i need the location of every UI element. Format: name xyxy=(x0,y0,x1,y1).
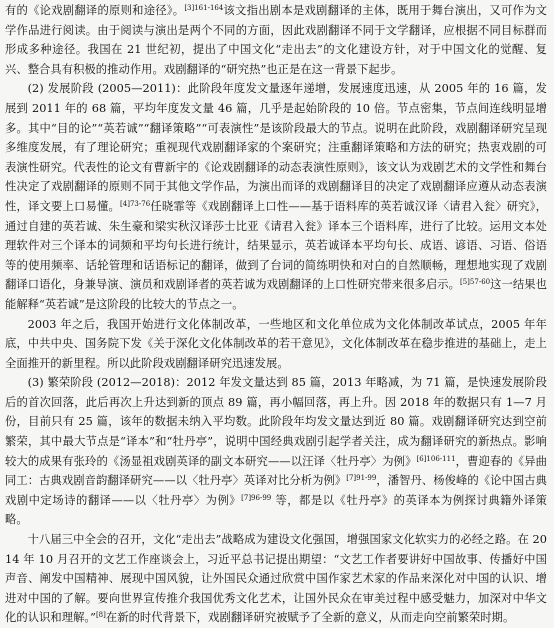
paragraph-text: 这一结果也能解释“英若诚”是这阶段的比较大的节点之一。 xyxy=(5,278,547,311)
body-paragraph xyxy=(5,79,547,314)
paragraph-text: ，潘智丹、杨俊峰的《论中国古典戏剧中定场诗的翻译——以〈牡丹亭〉为例》 xyxy=(5,474,547,507)
paragraph-text: 有的《论戏剧翻译的原则和途径》。 xyxy=(5,4,185,17)
paragraph-text: (2) 发展阶段 (2005—2011)：此阶段年度发文量逐年递增，发展速度迅速，从 2005 年的 16 篇，发展到 2011 年的 68 篇，平均年度发文量 46 篇，几乎是起始阶段的 10 倍。节点密集，节点间连线明显增多。其中“目的论”“英若诚”“翻译策略”“可表演性”是该阶段最大的节点。说明在此阶段，戏剧翻译研究呈现多维度发展，有了理论研究；重视现代戏剧翻译家的个案研究；注重翻译策略和方法的研究；热衷戏剧的可表演性研究。代表性的论文有曹新宇的《论戏剧翻译的动态表演性原则》，该文认为戏剧艺术的文学性和舞台性决定了戏剧翻译的原则不同于其他文学作品，为演出而译的戏剧翻译目的决定了戏剧翻译应遵从动态表演性，译文要上口易懂。 xyxy=(5,82,547,213)
citation-superscript: [6]106-111 xyxy=(416,454,456,463)
citation-superscript: [4]73-76 xyxy=(120,199,151,208)
paragraph-text: 在新的时代背景下，戏剧翻译研究被赋予了全新的意义，从而走向空前繁荣时期。 xyxy=(105,611,515,625)
citation-superscript: [8] xyxy=(95,611,106,620)
paragraph-text: 该文指出剧本是戏剧翻译的主体，既用于舞台演出，又可作为文学作品进行阅读。由于阅读与演出是两个不同的方面，因此戏剧翻译不同于文学翻译，应根据不同目标群而形成多种途径。我国在 21 世纪初，提出了中国文化“走出去”的文化建设方针，对于中国文化的觉醒、复兴、整合具有积极的推动作用。戏剧翻译的“研究热”也正是在这一背景下起步。 xyxy=(5,4,547,76)
paragraph-text: 任晓霏等《戏剧翻译上口性——基于语料库的英若诚汉译〈请君入瓮〉研究》，通过自建的英若诚、朱生豪和梁实秋汉译莎士比亚《请君入瓮》译本三个语料库，进行了比较。运用文本处理软件对三个译本的词频和平均句长进行统计，结果显示，英若诚译本平均句长、成语、谚语、习语、俗语等的使用频率、话轮管理和话语标记的翻译，做到了台词的简练明快和对白的自然顺畅，理想地实现了戏剧翻译口语化，身兼导演、演员和戏剧译者的英若诚为戏剧翻译的上口性研究带来很多启示。 xyxy=(5,199,547,292)
paragraph-text: (3) 繁荣阶段 (2012—2018)：2012 年发文量达到 85 篇，2013 年略减，为 71 篇，是快速发展阶段后的首次回落，此后再次上升达到新的顶点 89 篇，再小幅回落，再上升。因 2018 年的数据只有 1—7 月份，目前只有 25 篇，该年的数据未纳入平均数。此阶段年均发文量达到近 80 篇。戏剧翻译研究达到空前繁荣，其中最大节点是“译本”和“牡丹亭”，说明中国经典戏剧引起学者关注，成为翻译研究的新热点。影响较大的成果有张玲的《汤显祖戏剧英译的副文本研究——以汪译〈牡丹亭〉为例》 xyxy=(5,376,547,468)
body-paragraph xyxy=(5,373,547,530)
citation-superscript: [5]57-60 xyxy=(460,278,491,287)
paragraph-text: ，曹迎春的《异曲同工：古典戏剧音韵翻译研究——以〈牡丹亭〉英译对比分析为例》 xyxy=(5,454,547,488)
citation-superscript: [7]91-99 xyxy=(346,474,377,483)
citation-superscript: [7]96-99 xyxy=(241,493,272,502)
paragraph-text: 十八届三中全会的召开，文化“走出去”战略成为建设文化强国，增强国家文化软实力的必经之路。在 2014 年 10 月召开的文艺工作座谈会上，习近平总书记提出期望：“文艺工作者要讲好中国故事、传播好中国声音、阐发中国精神、展现中国风貌，让外国民众通过欣赏中国作家艺术家的作品来深化对中国的认识、增进对中国的了解。要向世界宣传推介我国优秀文化艺术，让国外民众在审美过程中感受魅力，加深对中华文化的认识和理解。” xyxy=(5,533,547,625)
body-paragraph xyxy=(5,530,547,628)
citation-superscript: [3]161-164 xyxy=(184,4,224,12)
body-paragraph xyxy=(5,1,547,79)
paragraph-text: 2003 年之后，我国开始进行文化体制改革，一些地区和文化单位成为文化体制改革试点，2005 年年底，中共中央、国务院下发《关于深化文化体制改革的若干意见》，文化体制改革在稳步推进的基础上，走上全面推开的新里程。所以此阶段戏剧翻译研究迅速发展。 xyxy=(5,317,547,370)
body-paragraph xyxy=(5,315,547,374)
paragraph-text: 等，都是以《牡丹亭》的英译本为例探讨典籍外译策略。 xyxy=(5,493,547,527)
